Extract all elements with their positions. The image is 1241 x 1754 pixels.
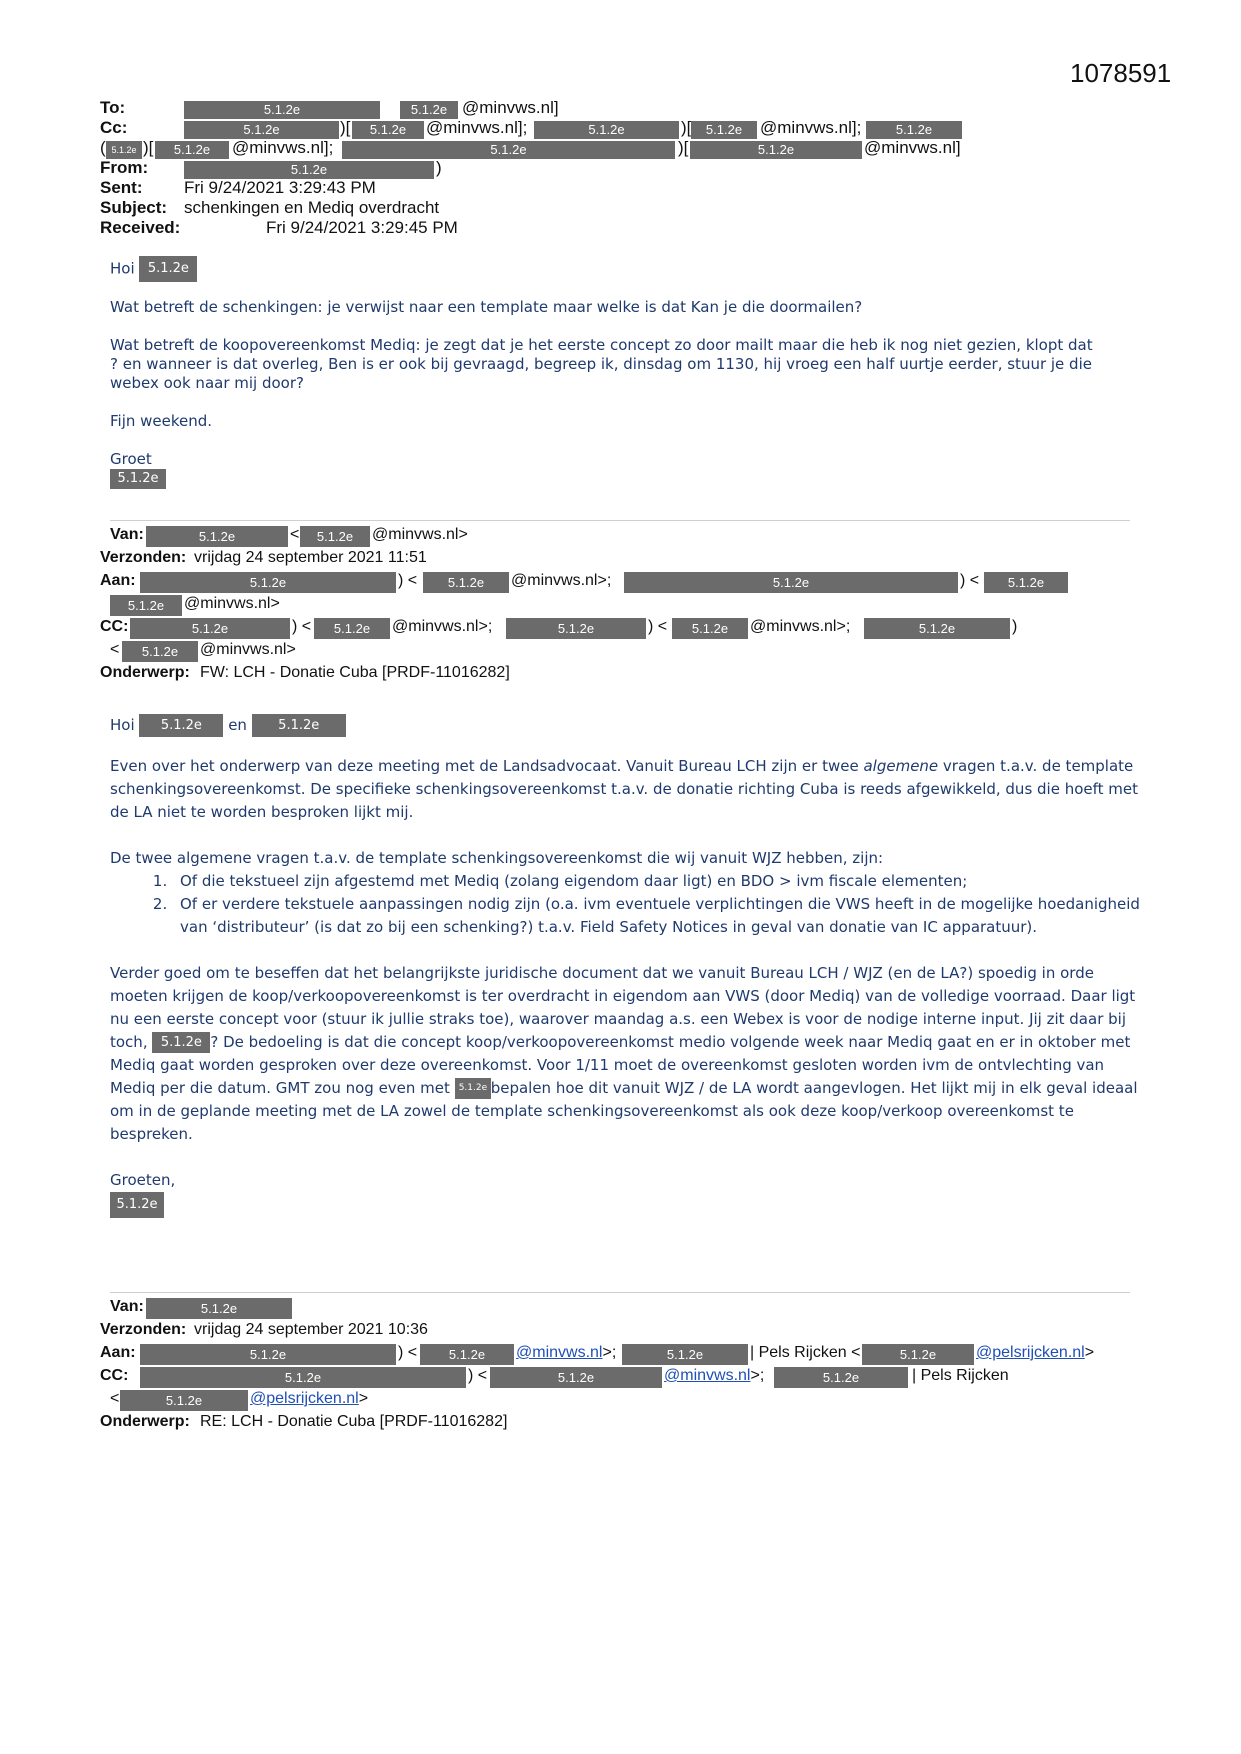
- document-id: 1078591: [1070, 58, 1172, 88]
- redaction: 5.1.2e: [864, 618, 1010, 639]
- subject-label: Subject:: [100, 198, 168, 217]
- from-line: From: 5.1.2e ): [100, 158, 442, 177]
- redaction: 5.1.2e: [120, 1390, 248, 1411]
- email-body: [110, 755, 1140, 1218]
- greeting-en: en: [228, 716, 247, 734]
- redaction: 5.1.2e: [866, 121, 962, 139]
- paragraph: Even over het onderwerp van deze meeting met de Landsadvocaat. Vanuit Bureau LCH zijn er twee algemene vragen t.a.v. de template schenkingsovereenkomst. De specifieke schenkingsovereenkomst t.a.v. de donatie richting Cuba is reeds afgewikkeld, dus die hoeft met de LA niet te worden besproken lijkt mij.: [110, 757, 1139, 821]
- verzonden-value: vrijdag 24 september 2021 10:36: [194, 1321, 428, 1338]
- received-value: Fri 9/24/2021 3:29:45 PM: [266, 218, 458, 237]
- email-domain: @minvws.nl>;: [511, 572, 612, 589]
- redaction: 5.1.2e: [139, 256, 197, 282]
- aan-label: Aan:: [100, 572, 136, 589]
- redaction: 5.1.2e: [110, 1192, 164, 1218]
- redaction: 5.1.2e: [352, 121, 424, 139]
- cc-label: Cc:: [100, 118, 128, 137]
- list-item: 1. Of die tekstueel zijn afgestemd met Mediq (zolang eigendom daar ligt) en BDO > ivm fiscale elementen;: [172, 870, 1140, 893]
- redaction: 5.1.2e: [342, 141, 675, 159]
- forwarded-header: Van: 5.1.2e < 5.1.2e @minvws.nl> Verzonden: vrijdag 24 september 2021 11:51 Aan: 5.1.2e ) < 5.1.2e @minvws.nl>; 5.1.2e ) < 5.1.2e 5.1.2e @minvws.nl> CC: 5.1.2e ) < 5.1.2e @minvws.nl>; 5.1.2e ) < 5.1.2e @minvws.nl>; 5.1.2e ) < 5.1.2e @minvws.nl> Onderwerp: FW: LCH - Donatie Cuba [PRDF-11016282]: [100, 523, 1140, 684]
- separator: [110, 1292, 1130, 1293]
- greeting-line: [110, 712, 346, 738]
- to-label: To:: [100, 98, 126, 117]
- redaction: 5.1.2e: [622, 1344, 748, 1365]
- greeting: Hoi: [110, 259, 135, 278]
- van-label: Van:: [110, 1298, 144, 1315]
- redaction: 5.1.2e: [140, 572, 396, 593]
- redaction: 5.1.2e: [140, 1367, 466, 1388]
- cc-line: Cc: 5.1.2e )[ 5.1.2e @minvws.nl]; 5.1.2e )[ 5.1.2e @minvws.nl]; 5.1.2e: [100, 118, 1100, 138]
- cc-label: CC:: [100, 1367, 129, 1384]
- email-domain: @minvws.nl]: [462, 98, 559, 117]
- sent-line: [100, 178, 1100, 198]
- paragraph: Wat betreft de schenkingen: je verwijst naar een template maar welke is dat Kan je die doormailen?: [110, 298, 863, 316]
- subject-value: schenkingen en Mediq overdracht: [184, 198, 440, 217]
- email-domain: @minvws.nl>;: [392, 618, 493, 635]
- onderwerp-label: Onderwerp:: [100, 664, 190, 681]
- received-line: [100, 218, 1100, 238]
- redaction: 5.1.2e: [862, 1344, 974, 1365]
- verzonden-label: Verzonden:: [100, 1321, 187, 1338]
- redaction: 5.1.2e: [534, 121, 679, 139]
- reply-header: Van: 5.1.2e Verzonden: vrijdag 24 september 2021 10:36 Aan: 5.1.2e ) < 5.1.2e @minvws.nl>; 5.1.2e | Pels Rijcken < 5.1.2e @pelsrijcken.nl> CC: 5.1.2e ) < 5.1.2e @minvws.nl>; 5.1.2e | Pels Rijcken < 5.1.2e @pelsrijcken.nl> Onderwerp: RE: LCH - Donatie Cuba [PRDF-11016282]: [100, 1295, 1140, 1433]
- email-domain: @minvws.nl>: [372, 526, 468, 543]
- onderwerp-value: RE: LCH - Donatie Cuba [PRDF-11016282]: [200, 1413, 508, 1430]
- email-domain: @minvws.nl>: [200, 641, 296, 658]
- paragraph: Verder goed om te beseffen dat het belangrijkste juridische document dat we vanuit Bureau LCH / WJZ (en de LA?) spoedig in orde moeten krijgen de koop/verkoopovereenkomst is ter overdracht in eigendom aan VWS (door Mediq) van de volledige voorraad. Daar ligt nu een eerste concept voor (stuur ik jullie straks toe), waarover maandag a.s. een Webex is voor de nodige interne input. Jij zit daar bij toch,: [110, 964, 1136, 1051]
- redaction: 5.1.2e: [672, 618, 748, 639]
- redaction: 5.1.2e: [455, 1078, 491, 1099]
- redaction: 5.1.2e: [490, 1367, 662, 1388]
- onderwerp-value: FW: LCH - Donatie Cuba [PRDF-11016282]: [200, 664, 510, 681]
- email-domain: @minvws.nl>: [184, 595, 280, 612]
- question-list: [110, 870, 1140, 939]
- cc-label: CC:: [100, 618, 129, 635]
- email-body: [110, 256, 1120, 489]
- email-domain: @minvws.nl];: [232, 138, 334, 157]
- subject-line: [100, 198, 1100, 218]
- closing: Groet: [110, 450, 152, 468]
- cc-line-cont: ( 5.1.2e )[ 5.1.2e @minvws.nl]; 5.1.2e )[ 5.1.2e @minvws.nl]: [100, 138, 961, 157]
- redaction: 5.1.2e: [184, 161, 434, 179]
- email-domain: @minvws.nl]: [864, 138, 961, 157]
- redaction: 5.1.2e: [690, 141, 862, 159]
- paragraph: Fijn weekend.: [110, 412, 213, 430]
- sent-value: Fri 9/24/2021 3:29:43 PM: [184, 178, 376, 197]
- email-domain: @minvws.nl];: [426, 118, 528, 137]
- list-item: 2. Of er verdere tekstuele aanpassingen nodig zijn (o.a. ivm eventuele verplichtingen die VWS heeft in de mogelijke hoedanigheid van ‘distributeur’ (is dat zo bij een schenking?) t.a.v. Field Safety Notices in geval van donatie van IC apparatuur).: [172, 893, 1140, 939]
- redaction: 5.1.2e: [139, 714, 223, 737]
- aan-label: Aan:: [100, 1344, 136, 1361]
- redaction: 5.1.2e: [122, 641, 198, 662]
- email-link[interactable]: @minvws.nl: [664, 1367, 751, 1384]
- verzonden-value: vrijdag 24 september 2021 11:51: [194, 549, 427, 566]
- from-label: From:: [100, 158, 149, 177]
- greeting: Hoi: [110, 716, 135, 734]
- redaction: 5.1.2e: [152, 1032, 210, 1053]
- separator: [110, 520, 1130, 521]
- pels-rijcken: | Pels Rijcken <: [750, 1344, 861, 1361]
- pels-rijcken: | Pels Rijcken: [912, 1367, 1009, 1384]
- redaction: 5.1.2e: [420, 1344, 514, 1365]
- redaction: 5.1.2e: [624, 572, 958, 593]
- redaction: 5.1.2e: [155, 141, 229, 159]
- paragraph: Wat betreft de koopovereenkomst Mediq: je zegt dat je het eerste concept zo door mailt maar die heb ik nog niet gezien, klopt dat ? en wanneer is dat overleg, Ben is er ook bij gevraagd, begreep ik, dinsdag om 1130, hij vroeg een half uurtje eerder, stuur je die webex ook naar mij door?: [110, 336, 1093, 392]
- verzonden-label: Verzonden:: [100, 549, 187, 566]
- email-domain: @minvws.nl>;: [750, 618, 851, 635]
- redaction: 5.1.2e: [774, 1367, 908, 1388]
- sent-label: Sent:: [100, 178, 143, 197]
- redaction: 5.1.2e: [984, 572, 1068, 593]
- van-label: Van:: [110, 526, 144, 543]
- redaction: 5.1.2e: [110, 469, 166, 489]
- redaction: 5.1.2e: [146, 526, 288, 547]
- redaction: 5.1.2e: [400, 101, 458, 119]
- paragraph: ? De bedoeling is dat die concept koop/verkoopovereenkomst medio volgende week naar Mediq gaat en er in oktober met Mediq gaat worden gesproken over deze overeenkomst. Voor 1/11 moet de overeenkomst gesloten worden ivm de ontvlechting van Mediq per die datum. GMT zou nog even met: [110, 1033, 1131, 1097]
- redaction: 5.1.2e: [140, 1344, 396, 1365]
- redaction: 5.1.2e: [252, 714, 346, 737]
- email-link[interactable]: @pelsrijcken.nl: [250, 1390, 359, 1407]
- redaction: 5.1.2e: [130, 618, 290, 639]
- onderwerp-label: Onderwerp:: [100, 1413, 190, 1430]
- to-line: [100, 98, 1100, 118]
- redaction: 5.1.2e: [691, 121, 757, 139]
- email-link[interactable]: @pelsrijcken.nl: [976, 1344, 1085, 1361]
- redaction: 5.1.2e: [506, 618, 646, 639]
- redaction: 5.1.2e: [314, 618, 390, 639]
- redaction: 5.1.2e: [423, 572, 509, 593]
- redaction: 5.1.2e: [184, 101, 380, 119]
- redaction: 5.1.2e: [184, 121, 339, 139]
- closing: Groeten,: [110, 1171, 176, 1189]
- email-domain: @minvws.nl];: [760, 118, 862, 137]
- redaction: 5.1.2e: [110, 595, 182, 616]
- redaction: 5.1.2e: [146, 1298, 292, 1319]
- paragraph: bepalen hoe dit vanuit WJZ / de LA wordt aangevlogen. Het lijkt mij in elk geval ideaal om in de geplande meeting met de LA zowel de template schenkingsovereenkomst als ook deze koop/verkoop overeenkomst te bespreken.: [110, 1079, 1138, 1143]
- redaction: 5.1.2e: [106, 141, 142, 159]
- received-label: Received:: [100, 218, 181, 237]
- redaction: 5.1.2e: [300, 526, 370, 547]
- email-header: [100, 98, 1100, 238]
- email-link[interactable]: @minvws.nl: [516, 1344, 603, 1361]
- paragraph: De twee algemene vragen t.a.v. de template schenkingsovereenkomst die wij vanuit WJZ hebben, zijn:: [110, 849, 884, 867]
